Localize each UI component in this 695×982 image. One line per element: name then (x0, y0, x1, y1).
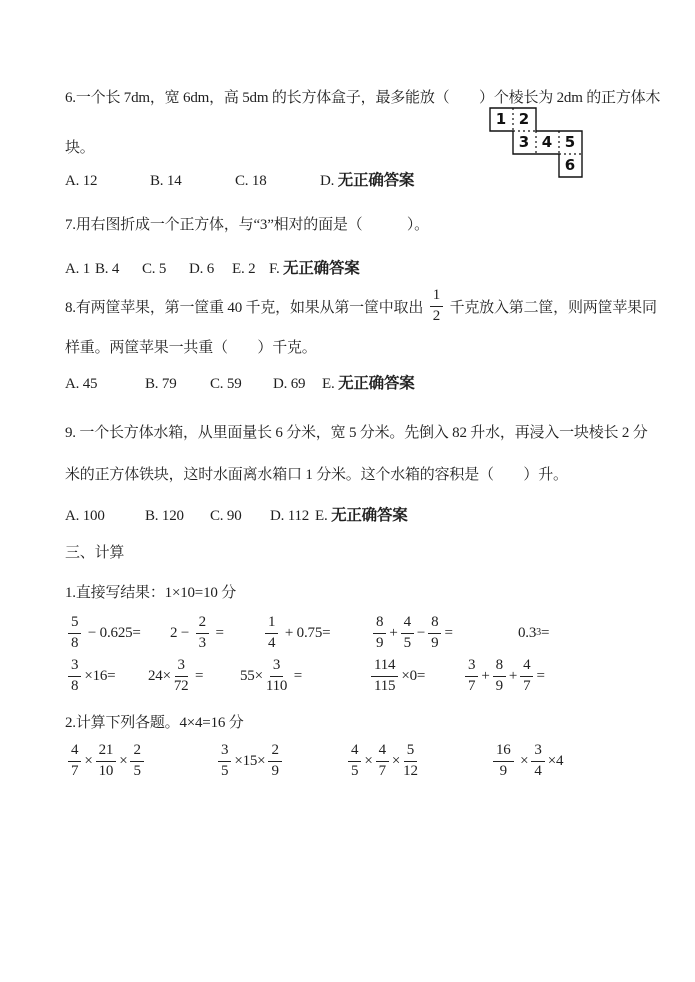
q6-text-line1: 6.一个长 7dm，宽 6dm，高 5dm 的长方体盒子，最多能放（ ）个棱长为 2dm 的正方体木 (65, 90, 661, 106)
q9-option-b: B. 120 (145, 508, 184, 524)
q8-option-d: D. 69 (273, 376, 306, 392)
q6-text-line2: 块。 (65, 140, 95, 156)
q7-option-f-letter: F. (269, 261, 284, 277)
calc-direct-r1e1: $\frac{5}{8}$ − 0.625= (65, 611, 141, 655)
calc-problem-e4: $\frac{16}{9}$ × $\frac{3}{4}$ ×4 (490, 739, 563, 783)
net-face-1: 1 (495, 110, 507, 128)
q6-option-d-letter: D. (320, 173, 338, 189)
q9-option-e-label: 无正确答案 (331, 506, 408, 524)
q8-option-a: A. 45 (65, 376, 98, 392)
q9-option-a: A. 100 (65, 508, 105, 524)
section3-sub2: 2.计算下列各题。4×4=16 分 (65, 715, 244, 731)
q7-option-f-label: 无正确答案 (283, 259, 360, 277)
q6-option-a: A. 12 (65, 173, 98, 189)
q8-option-e-letter: E. (322, 376, 339, 392)
q7-option-a: A. 1 (65, 261, 91, 277)
q7-options (65, 256, 360, 278)
q6-option-d (320, 168, 414, 190)
q8-option-e-label: 无正确答案 (338, 374, 415, 392)
q8-option-b: B. 79 (145, 376, 177, 392)
q7-option-b: B. 4 (95, 261, 120, 277)
calc-problem-e3: $\frac{4}{5}$ × $\frac{4}{7}$ × $\frac{5}{12}$ (345, 739, 421, 783)
calc-direct-r1e4: $\frac{8}{9}$ + $\frac{4}{5}$ − $\frac{8}{9}$ = (370, 611, 453, 655)
q7-option-f (269, 256, 360, 278)
q9-options (65, 503, 408, 525)
q6-option-b: B. 14 (150, 173, 182, 189)
calc-direct-r2e5: $\frac{3}{7}$ + $\frac{8}{9}$ + $\frac{4}{7}$ = (462, 654, 545, 698)
q9-option-c: C. 90 (210, 508, 242, 524)
q7-option-c: C. 5 (142, 261, 167, 277)
cube-net-diagram (489, 107, 584, 179)
q8-option-e (322, 371, 415, 393)
q7-option-d: D. 6 (189, 261, 215, 277)
q9-option-e-letter: E. (315, 508, 332, 524)
q8-text-line1: 8.有两筐苹果，第一筐重 40 千克，如果从第一筐中取出 $\frac{1}{2}$ 千克放入第二筐，则两筐苹果同 (65, 287, 657, 324)
calc-direct-r1e5: 0.3 3 = (518, 624, 550, 641)
q6-option-d-label: 无正确答案 (337, 171, 415, 189)
q8-option-c: C. 59 (210, 376, 242, 392)
q9-option-d: D. 112 (270, 508, 310, 524)
calc-direct-r1e2: 2 − $\frac{2}{3}$ = (170, 614, 224, 651)
section3-heading: 三、计算 (65, 545, 125, 561)
calc-direct-r1e3: $\frac{1}{4}$ + 0.75= (262, 611, 330, 655)
calc-problem-e1: $\frac{4}{7}$ × $\frac{21}{10}$ × $\frac{2}{5}$ (65, 739, 147, 783)
net-face-3: 3 (518, 133, 530, 151)
q6-option-c: C. 18 (235, 173, 267, 189)
q7-option-e: E. 2 (232, 261, 256, 277)
calc-direct-r2e3: 55× $\frac{3}{110}$ = (240, 657, 303, 694)
calc-problem-e2: $\frac{3}{5}$ ×15× $\frac{2}{9}$ (215, 739, 285, 783)
calc-direct-r2e2: 24× $\frac{3}{72}$ = (148, 657, 204, 694)
q9-text-line2: 米的正方体铁块，这时水面离水箱口 1 分米。这个水箱的容积是（ ）升。 (65, 467, 568, 483)
net-face-6: 6 (564, 156, 576, 174)
calc-direct-r2e4: $\frac{114}{115}$ ×0= (368, 654, 425, 698)
calc-direct-r2e1: $\frac{3}{8}$ ×16= (65, 654, 115, 698)
q8-text-line2: 样重。两筐苹果一共重（ ）千克。 (65, 340, 317, 356)
q9-text-line1: 9. 一个长方体水箱，从里面量长 6 分米，宽 5 分米。先倒入 82 升水，再浸入一块棱长 2 分 (65, 425, 648, 441)
net-face-4: 4 (541, 133, 553, 151)
net-face-2: 2 (518, 110, 530, 128)
q9-option-e (315, 503, 408, 525)
section3-sub1: 1.直接写结果：1×10=10 分 (65, 585, 237, 601)
net-face-5: 5 (564, 133, 576, 151)
q6-options (65, 168, 414, 190)
q8-options (65, 371, 415, 393)
q7-text-line1: 7.用右图折成一个正方体，与“3”相对的面是（ ）。 (65, 217, 429, 233)
